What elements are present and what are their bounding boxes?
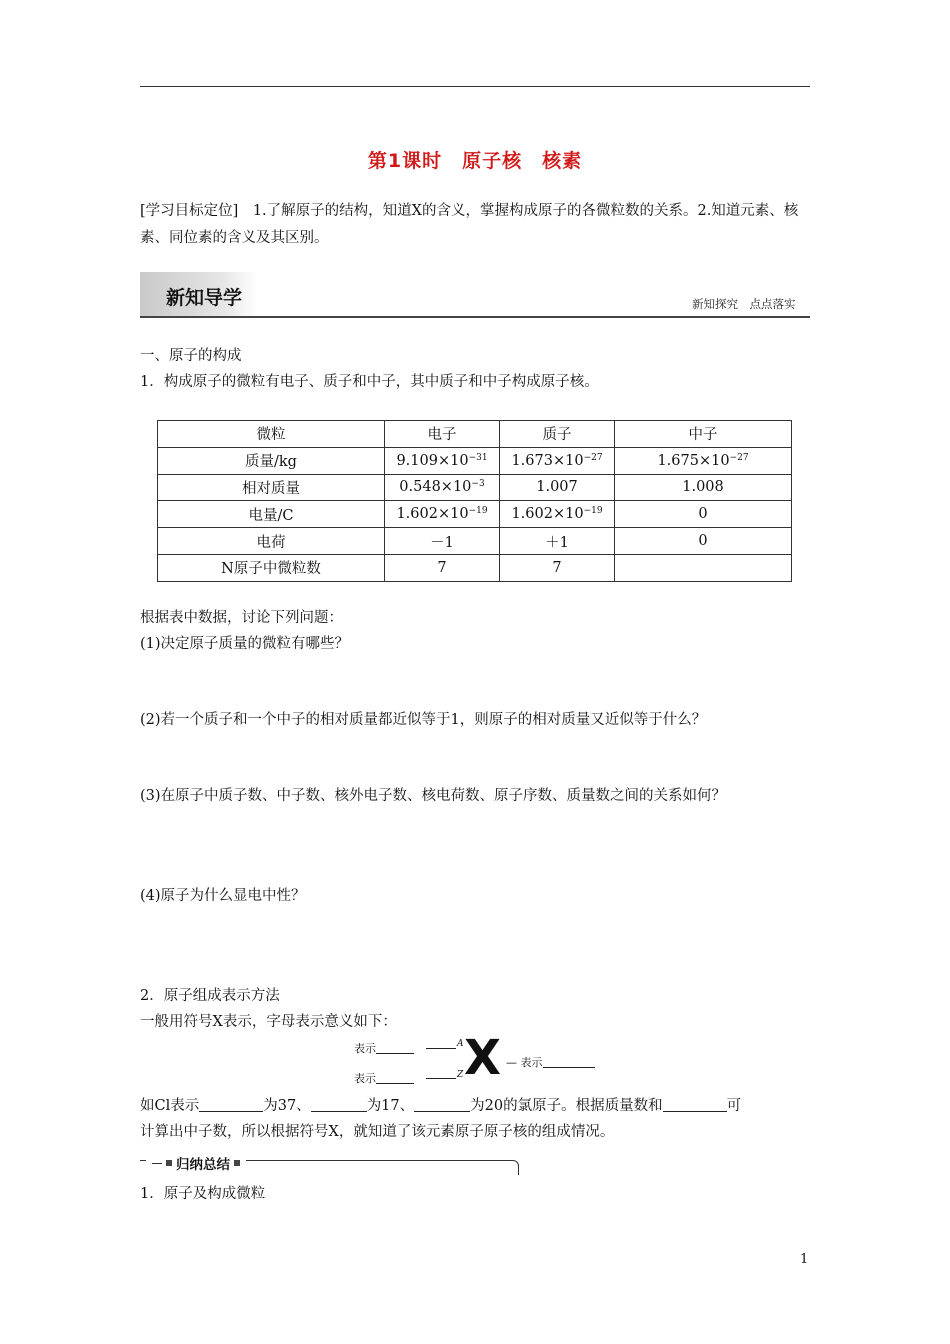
summary-item1: 1．原子及构成微粒: [140, 1186, 266, 1202]
table-exponent: −3: [471, 479, 485, 490]
table-cell: [385, 447, 500, 474]
table-exponent: −27: [729, 452, 749, 463]
part2-heading: 2．原子组成表示方法: [140, 988, 280, 1004]
answer-blank: [199, 1097, 263, 1112]
table-value: 1.602×10: [511, 506, 584, 523]
table-cell-label: 电荷: [158, 528, 385, 555]
diagram-letter-a: A: [457, 1039, 464, 1049]
section-rule: [140, 316, 810, 318]
table-row: [158, 501, 792, 528]
answer-blank: [663, 1097, 727, 1112]
table-header-cell: 质子: [500, 421, 615, 448]
table-row: [158, 554, 792, 581]
question-3: (3)在原子中质子数、中子数、核外电子数、核电荷数、原子序数、质量数之间的关系如何？: [140, 788, 727, 804]
table-row: [158, 528, 792, 555]
lesson-title: 第1课时 原子核 核素: [367, 150, 583, 172]
question-2: (2)若一个质子和一个中子的相对质量都近似等于1，则原子的相对质量又近似等于什么？: [140, 712, 707, 728]
table-cell: 7: [500, 554, 615, 581]
part1-item1: 1．构成原子的微粒有电子、质子和中子，其中质子和中子构成原子核。: [140, 374, 599, 390]
table-cell: [615, 554, 792, 581]
diagram-label-number: 表示: [354, 1070, 414, 1086]
header-rule: [140, 86, 810, 87]
answer-blank: [311, 1097, 367, 1112]
diagram-label-element: — 表示: [506, 1054, 595, 1070]
question-1: (1)决定原子质量的微粒有哪些？: [140, 636, 350, 652]
table-header-cell: 中子: [615, 421, 792, 448]
part1-heading: 一、原子的构成: [140, 348, 242, 364]
table-cell-label: 电量/C: [158, 501, 385, 528]
table-exponent: −31: [468, 452, 488, 463]
table-exponent: −19: [583, 506, 603, 517]
page-number: 1: [800, 1252, 809, 1267]
table-cell-label: 相对质量: [158, 474, 385, 501]
table-header-row: [158, 421, 792, 448]
table-value: 1.602×10: [396, 506, 469, 523]
diagram-blank: [376, 1053, 414, 1054]
table-cell-label: 质量/kg: [158, 447, 385, 474]
table-cell: 0: [615, 501, 792, 528]
table-cell: [385, 501, 500, 528]
section-title: 新知导学: [166, 287, 243, 309]
table-cell: 1.007: [500, 474, 615, 501]
table-header-cell: 微粒: [158, 421, 385, 448]
diagram-symbol: X: [464, 1030, 502, 1086]
section-subtitle: 新知探究 点点落实: [692, 297, 796, 311]
table-cell: [615, 447, 792, 474]
table-exponent: −27: [583, 452, 603, 463]
diagram-blank: [376, 1083, 414, 1084]
table-value: 0.548×10: [399, 479, 472, 496]
table-cell: 7: [385, 554, 500, 581]
table-cell: 0: [615, 528, 792, 555]
table-header-cell: 电子: [385, 421, 500, 448]
table-cell: [500, 447, 615, 474]
summary-dash: [152, 1163, 162, 1164]
table-row: [158, 474, 792, 501]
particle-table: [157, 420, 792, 582]
table-cell: [500, 501, 615, 528]
table-cell-label: N原子中微粒数: [158, 554, 385, 581]
cl-example-line1: 如Cl表示 为37、 为17、 为20的氯原子。根据质量数和 可: [140, 1098, 742, 1114]
answer-blank: [414, 1097, 470, 1112]
diagram-dash: [426, 1048, 456, 1049]
table-cell: 1.008: [615, 474, 792, 501]
table-cell: [385, 474, 500, 501]
table-value: 9.109×10: [396, 452, 469, 469]
table-cell: －1: [385, 528, 500, 555]
discussion-intro: 根据表中数据，讨论下列问题：: [140, 610, 343, 626]
diagram-label-mass: 表示: [354, 1040, 414, 1056]
summary-heading: 归纳总结: [146, 1153, 246, 1173]
summary-square-icon: [234, 1160, 240, 1166]
table-value: 1.675×10: [657, 452, 730, 469]
diagram-blank: [543, 1067, 595, 1068]
table-value: 1.673×10: [511, 452, 584, 469]
table-cell: ＋1: [500, 528, 615, 555]
table-exponent: −19: [468, 506, 488, 517]
diagram-letter-z: Z: [457, 1070, 464, 1080]
question-4: (4)原子为什么显电中性？: [140, 888, 306, 904]
learning-goals: [学习目标定位] 1.了解原子的结构，知道X的含义，掌握构成原子的各微粒数的关系。2.知道元素、核素、同位素的含义及其区别。: [140, 203, 799, 246]
diagram-dash: [426, 1078, 456, 1079]
summary-square-icon: [166, 1160, 172, 1166]
part2-line1: 一般用符号X表示，字母表示意义如下：: [140, 1014, 397, 1030]
nuclide-notation-diagram: [354, 1030, 604, 1090]
cl-example-line2: 计算出中子数，所以根据符号X，就知道了该元素原子原子核的组成情况。: [140, 1124, 615, 1140]
table-row: [158, 447, 792, 474]
